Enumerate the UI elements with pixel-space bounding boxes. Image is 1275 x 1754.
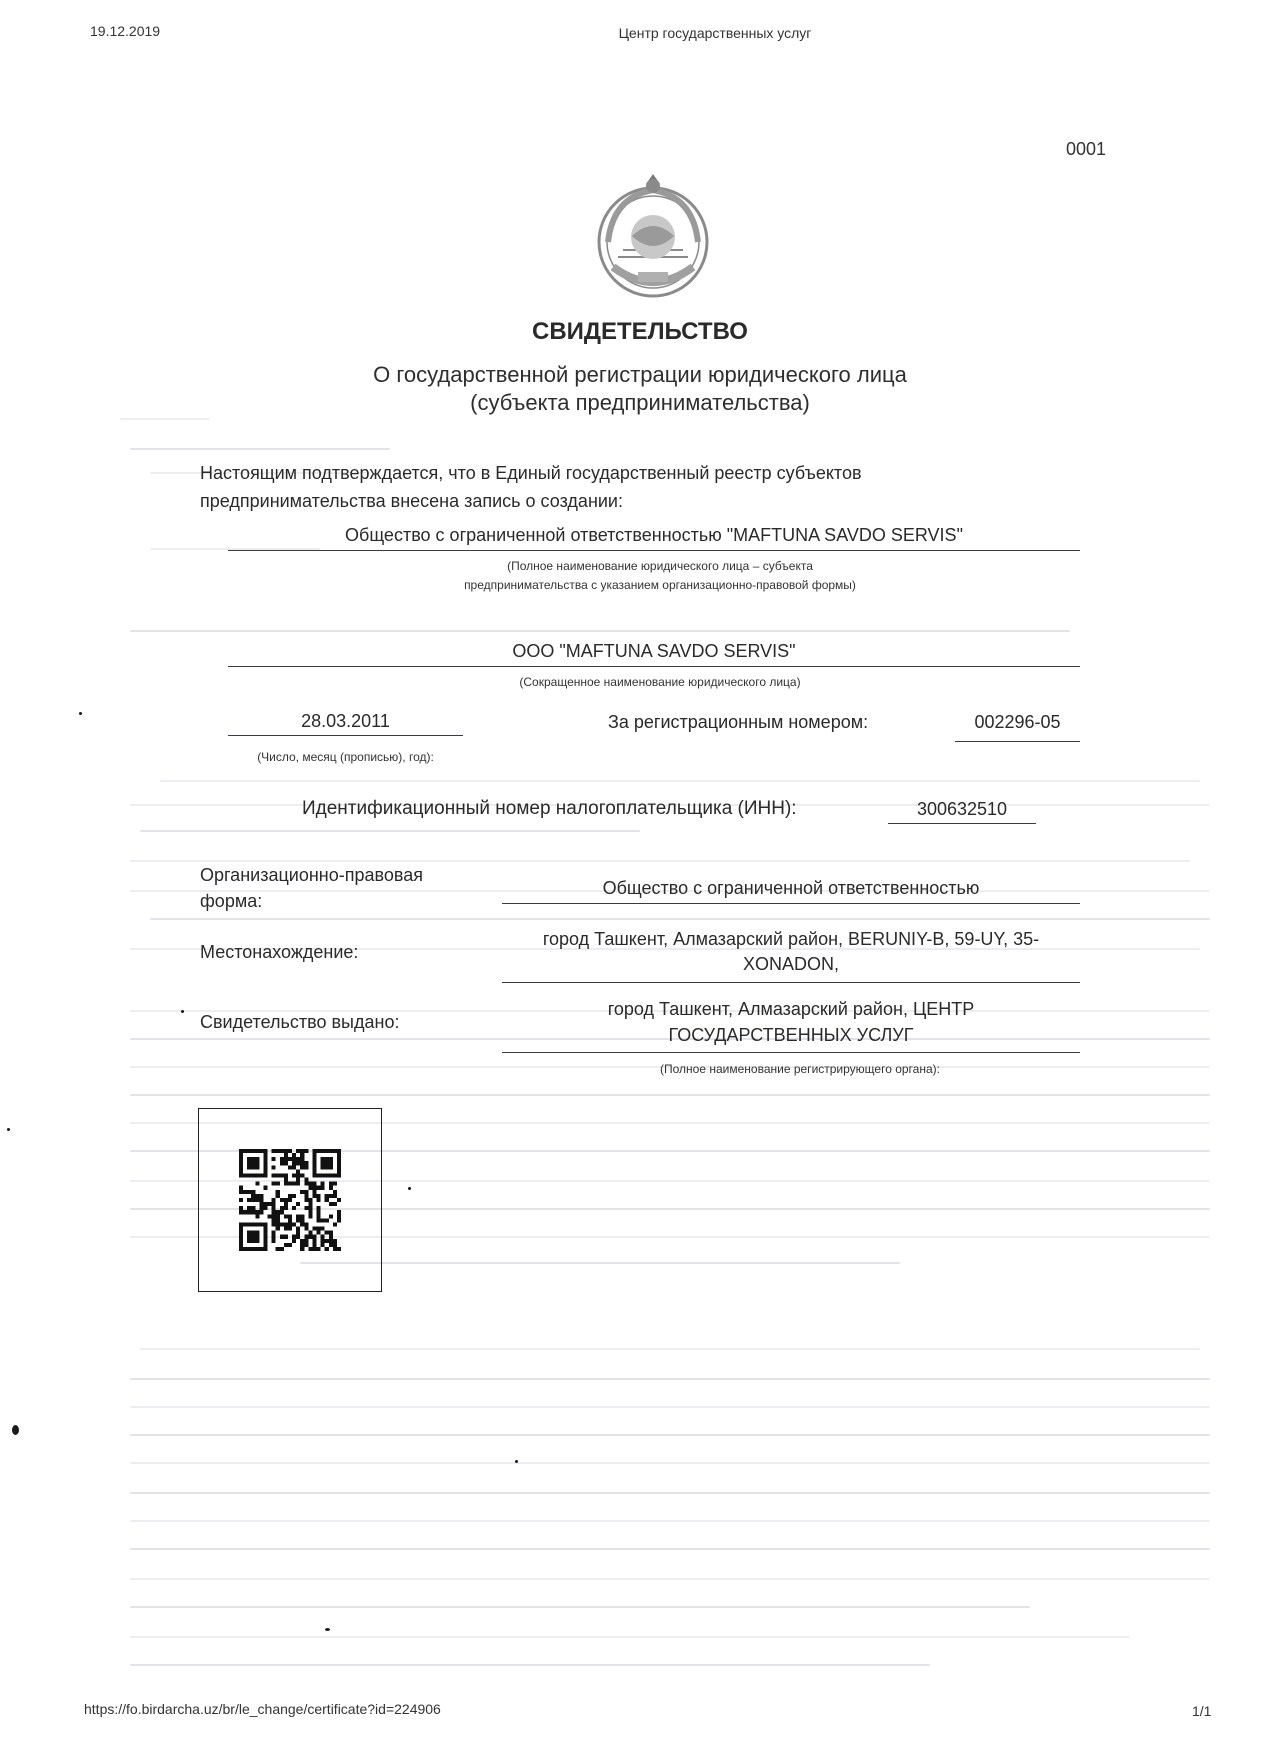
full-name-note-line2: предпринимательства с указанием организационно-правовой формы) (464, 578, 856, 592)
full-name-value: Общество с ограниченной ответственностью "MAFTUNA SAVDO SERVIS" (345, 525, 963, 545)
qr-code-frame (198, 1108, 382, 1292)
legal-form-underline (502, 903, 1080, 904)
short-name-value: ООО "MAFTUNA SAVDO SERVIS" (512, 641, 796, 661)
registration-number-underline (955, 741, 1080, 742)
issued-by-value-line1: город Ташкент, Алмазарский район, ЦЕНТР (607, 999, 975, 1019)
location-value-line2: XONADON, (742, 954, 839, 974)
legal-form-label-line1: Организационно-правовая (200, 865, 423, 885)
location-underline (502, 982, 1080, 983)
intro-line1: Настоящим подтверждается, что в Единый государственный реестр субъектов (200, 463, 862, 483)
legal-form-value: Общество с ограниченной ответственностью (602, 878, 980, 898)
inn-underline (888, 823, 1036, 824)
location-value-line1: город Ташкент, Алмазарский район, BERUNIY-B, 59-UY, 35- (542, 929, 1040, 949)
subtitle-line2: (субъекта предпринимательства) (470, 390, 810, 415)
document-number: 0001 (1066, 139, 1107, 159)
registration-number: 002296-05 (974, 712, 1061, 732)
registration-date-underline (228, 735, 463, 736)
qr-code-icon (239, 1149, 341, 1251)
location-label: Местонахождение: (200, 942, 359, 962)
issued-by-label: Свидетельство выдано: (200, 1012, 400, 1032)
full-name-underline (228, 550, 1080, 551)
registration-number-label: За регистрационным номером: (608, 712, 869, 732)
header-center-title: Центр государственных услуг (618, 25, 812, 41)
footer-url[interactable]: https://fo.birdarcha.uz/br/le_change/certificate?id=224906 (84, 1701, 441, 1717)
issued-by-underline (502, 1052, 1080, 1053)
print-date: 19.12.2019 (90, 23, 161, 39)
footer-page-number: 1/1 (1192, 1703, 1212, 1719)
subtitle-line1: О государственной регистрации юридического лица (373, 362, 907, 387)
state-emblem-icon (588, 172, 718, 302)
issued-by-note: (Полное наименование регистрирующего органа): (660, 1062, 940, 1076)
short-name-note: (Сокращенное наименование юридического лица) (519, 675, 801, 689)
registration-date: 28.03.2011 (301, 711, 390, 731)
inn-value: 300632510 (916, 799, 1008, 819)
inn-label: Идентификационный номер налогоплательщика (ИНН): (302, 798, 797, 819)
document-title: СВИДЕТЕЛЬСТВО (532, 318, 748, 345)
legal-form-label-line2: форма: (200, 891, 263, 911)
issued-by-value-line2: ГОСУДАРСТВЕННЫХ УСЛУГ (668, 1025, 914, 1045)
registration-date-note: (Число, месяц (прописью), год): (257, 750, 434, 764)
full-name-note-line1: (Полное наименование юридического лица – субъекта (507, 559, 813, 573)
short-name-underline (228, 666, 1080, 667)
intro-line2: предпринимательства внесена запись о создании: (200, 491, 623, 511)
